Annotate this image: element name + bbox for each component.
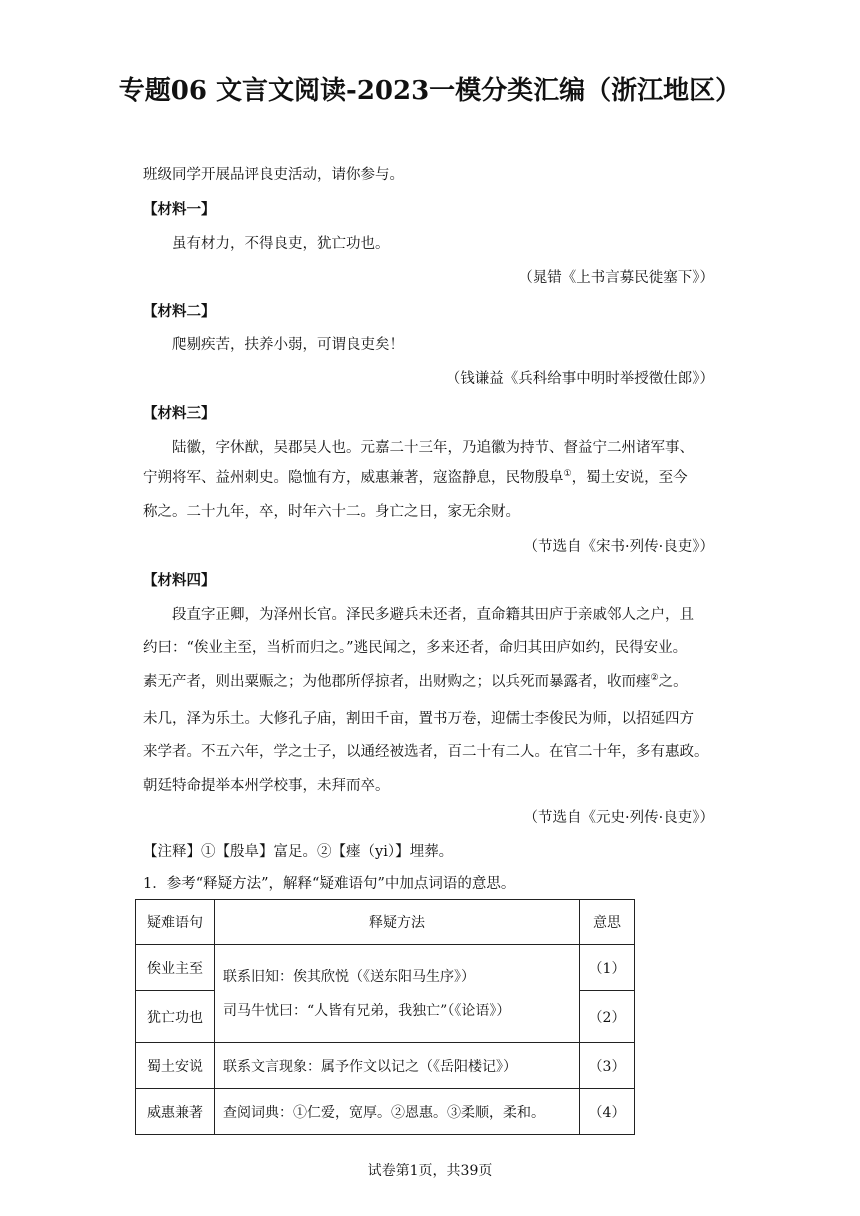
method-cell: 联系文言现象：属予作文以记之（《岳阳楼记》） [215, 1043, 580, 1089]
material-4-line: 素无产者，则出粟赈之；为他郡所俘掠者，出财购之；以兵死而暴露者，收而瘗②之。 [143, 673, 688, 690]
header-cell: 疑难语句 [136, 900, 215, 945]
phrase-cell: 俟业主至 [136, 945, 215, 991]
table-row [136, 945, 635, 991]
material-4-line: 段直字正卿，为泽州长官。泽民多避兵未还者，直命籍其田庐于亲戚邻人之户，且 [172, 607, 694, 623]
answer-blank[interactable]: （4） [580, 1089, 635, 1135]
material-3-line: 称之。二十九年，卒，时年六十二。身亡之日，家无余财。 [143, 504, 520, 520]
method-cell: 联系旧知：俟其欣悦（《送东阳马生序》） 司马牛忧曰：“人皆有兄弟，我独亡”（《论语》） [215, 945, 580, 1043]
table-header-row [136, 900, 635, 945]
question-table [135, 899, 635, 1135]
footnote-marker: ① [563, 469, 572, 480]
material-3-source: （节选自《宋书·列传·良吏》） [523, 539, 714, 555]
material-1-text: 虽有材力，不得良吏，犹亡功也。 [172, 236, 390, 252]
header-cell: 释疑方法 [215, 900, 580, 945]
page-title: 专题06 文言文阅读-2023一模分类汇编（浙江地区） [118, 76, 742, 106]
answer-blank[interactable]: （2） [580, 991, 635, 1043]
material-4-line: 未几，泽为乐土。大修孔子庙，割田千亩，置书万卷，迎儒士李俊民为师，以招延四方 [143, 711, 694, 727]
material-2-source: （钱谦益《兵科给事中明时举授徵仕郎》） [445, 371, 714, 387]
header-cell: 意思 [580, 900, 635, 945]
material-1-source: （晁错《上书言募民徙塞下》） [518, 270, 714, 286]
phrase-cell: 犹亡功也 [136, 991, 215, 1043]
material-4-line: 来学者。不五六年，学之士子，以通经被选者，百二十有二人。在官二十年，多有惠政。 [143, 744, 709, 760]
material-4-line: 约曰：“俟业主至，当析而归之。”逃民闻之，多来还者，命归其田庐如约，民得安业。 [143, 640, 688, 656]
phrase-cell: 蜀土安说 [136, 1043, 215, 1089]
material-3-line: 宁朔将军、益州刺史。隐恤有方，威惠兼著，寇盗静息，民物殷阜①，蜀土安说，至今 [143, 469, 688, 486]
answer-blank[interactable]: （3） [580, 1043, 635, 1089]
material-4-line: 朝廷特命提举本州学校事，未拜而卒。 [143, 778, 390, 794]
question-1: 1．参考“释疑方法”，解释“疑难语句”中加点词语的意思。 [143, 876, 516, 892]
table-row [136, 1043, 635, 1089]
material-2-label: 【材料二】 [143, 303, 216, 320]
material-3-line: 陆徽，字休猷，吴郡吴人也。元嘉二十三年，乃追徽为持节、督益宁二州诸军事、 [172, 440, 694, 456]
answer-blank[interactable]: （1） [580, 945, 635, 991]
table-row [136, 1089, 635, 1135]
phrase-cell: 威惠兼著 [136, 1089, 215, 1135]
method-cell: 查阅词典：①仁爱，宽厚。②恩惠。③柔顺，柔和。 [215, 1089, 580, 1135]
footnote-marker: ② [650, 673, 659, 684]
page-footer: 试卷第1页，共39页 [367, 1163, 493, 1179]
annotation-note: 【注释】①【殷阜】富足。②【瘗（yi）】埋葬。 [143, 844, 454, 860]
material-2-text: 爬剔疾苦，扶养小弱，可谓良吏矣！ [172, 337, 404, 353]
material-3-label: 【材料三】 [143, 405, 216, 422]
material-1-label: 【材料一】 [143, 201, 216, 218]
material-4-label: 【材料四】 [143, 572, 216, 589]
material-4-source: （节选自《元史·列传·良吏》） [523, 810, 714, 826]
intro-text: 班级同学开展品评良吏活动，请你参与。 [143, 167, 404, 183]
